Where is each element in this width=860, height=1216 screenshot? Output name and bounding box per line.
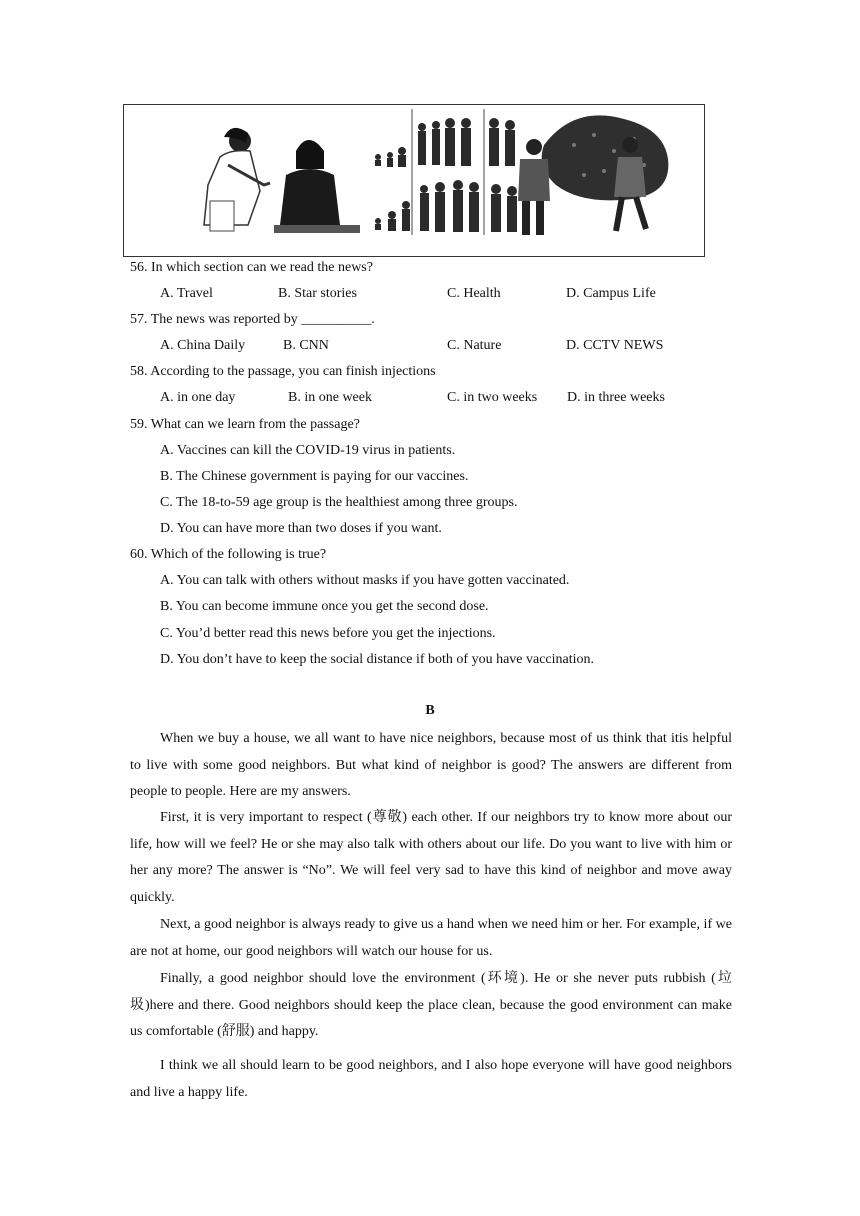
age-groups (375, 109, 517, 235)
question-60-stem: 60. Which of the following is true? (130, 547, 327, 562)
question-57-option-d: D. CCTV NEWS (566, 338, 664, 353)
doctor-figure (204, 128, 270, 231)
section-b-paragraph-2: First, it is very important to respect (尊敬) each other. If our neighbors try to know more about our life, how will we feel? He or she may also talk with others about our life. Do you want to live with him or her any more? The answer is “No”. We will feel very sad to have this kind of neighbor and move away quickly. (130, 810, 732, 905)
question-56-option-a: A. Travel (160, 286, 213, 301)
question-59-option-c: C. The 18-to-59 age group is the healthiest among three groups. (160, 495, 518, 510)
question-57-option-a: A. China Daily (160, 338, 246, 353)
question-58-option-b: B. in one week (288, 390, 372, 405)
virus-and-people (518, 115, 668, 235)
question-56-option-b: B. Star stories (278, 286, 357, 301)
question-56-option-c: C. Health (447, 286, 501, 301)
patient-figure (274, 140, 360, 233)
question-58-option-a: A. in one day (160, 390, 236, 405)
question-56-stem: 56. In which section can we read the news? (130, 260, 373, 275)
question-59-stem: 59. What can we learn from the passage? (130, 417, 360, 432)
question-57-stem: 57. The news was reported by __________. (130, 312, 375, 327)
section-b-paragraph-3: Next, a good neighbor is always ready to give us a hand when we need him or her. For example, if we are not at home, our good neighbors will watch our house for us. (130, 917, 732, 959)
question-60-option-d: D. You don’t have to keep the social distance if both of you have vaccination. (160, 652, 595, 667)
question-59-option-b: B. The Chinese government is paying for our vaccines. (160, 469, 469, 484)
section-b-paragraph-5: I think we all should learn to be good neighbors, and I also hope everyone will have good neighbors and live a happy life. (130, 1058, 732, 1100)
question-58-stem: 58. According to the passage, you can finish injections (130, 364, 436, 379)
question-60-option-a: A. You can talk with others without masks if you have gotten vaccinated. (160, 573, 570, 588)
question-59-option-a: A. Vaccines can kill the COVID-19 virus in patients. (160, 443, 456, 458)
question-58-option-c: C. in two weeks (447, 390, 538, 405)
question-57-option-b: B. CNN (283, 338, 329, 353)
question-60-option-b: B. You can become immune once you get the second dose. (160, 599, 489, 614)
question-59-option-d: D. You can have more than two doses if you want. (160, 521, 442, 536)
section-b-paragraph-1: When we buy a house, we all want to have nice neighbors, because most of us think that itis helpful to live with some good neighbors. But what kind of neighbor is good? The answers are different from people to people. Here are my answers. (130, 731, 732, 799)
question-60-option-c: C. You’d better read this news before you get the injections. (160, 626, 496, 641)
illustration-graphic (124, 105, 704, 256)
section-b-paragraph-4: Finally, a good neighbor should love the environment (环境). He or she never puts rubbish (垃圾)here and there. Good neighbors should keep the place clean, because the good environment can make us comfortable (舒服) and happy. (130, 971, 732, 1039)
vaccination-illustration (123, 104, 705, 257)
question-57-option-c: C. Nature (447, 338, 502, 353)
question-56-option-d: D. Campus Life (566, 286, 656, 301)
section-b-heading: B (425, 703, 435, 718)
question-58-option-d: D. in three weeks (567, 390, 665, 405)
